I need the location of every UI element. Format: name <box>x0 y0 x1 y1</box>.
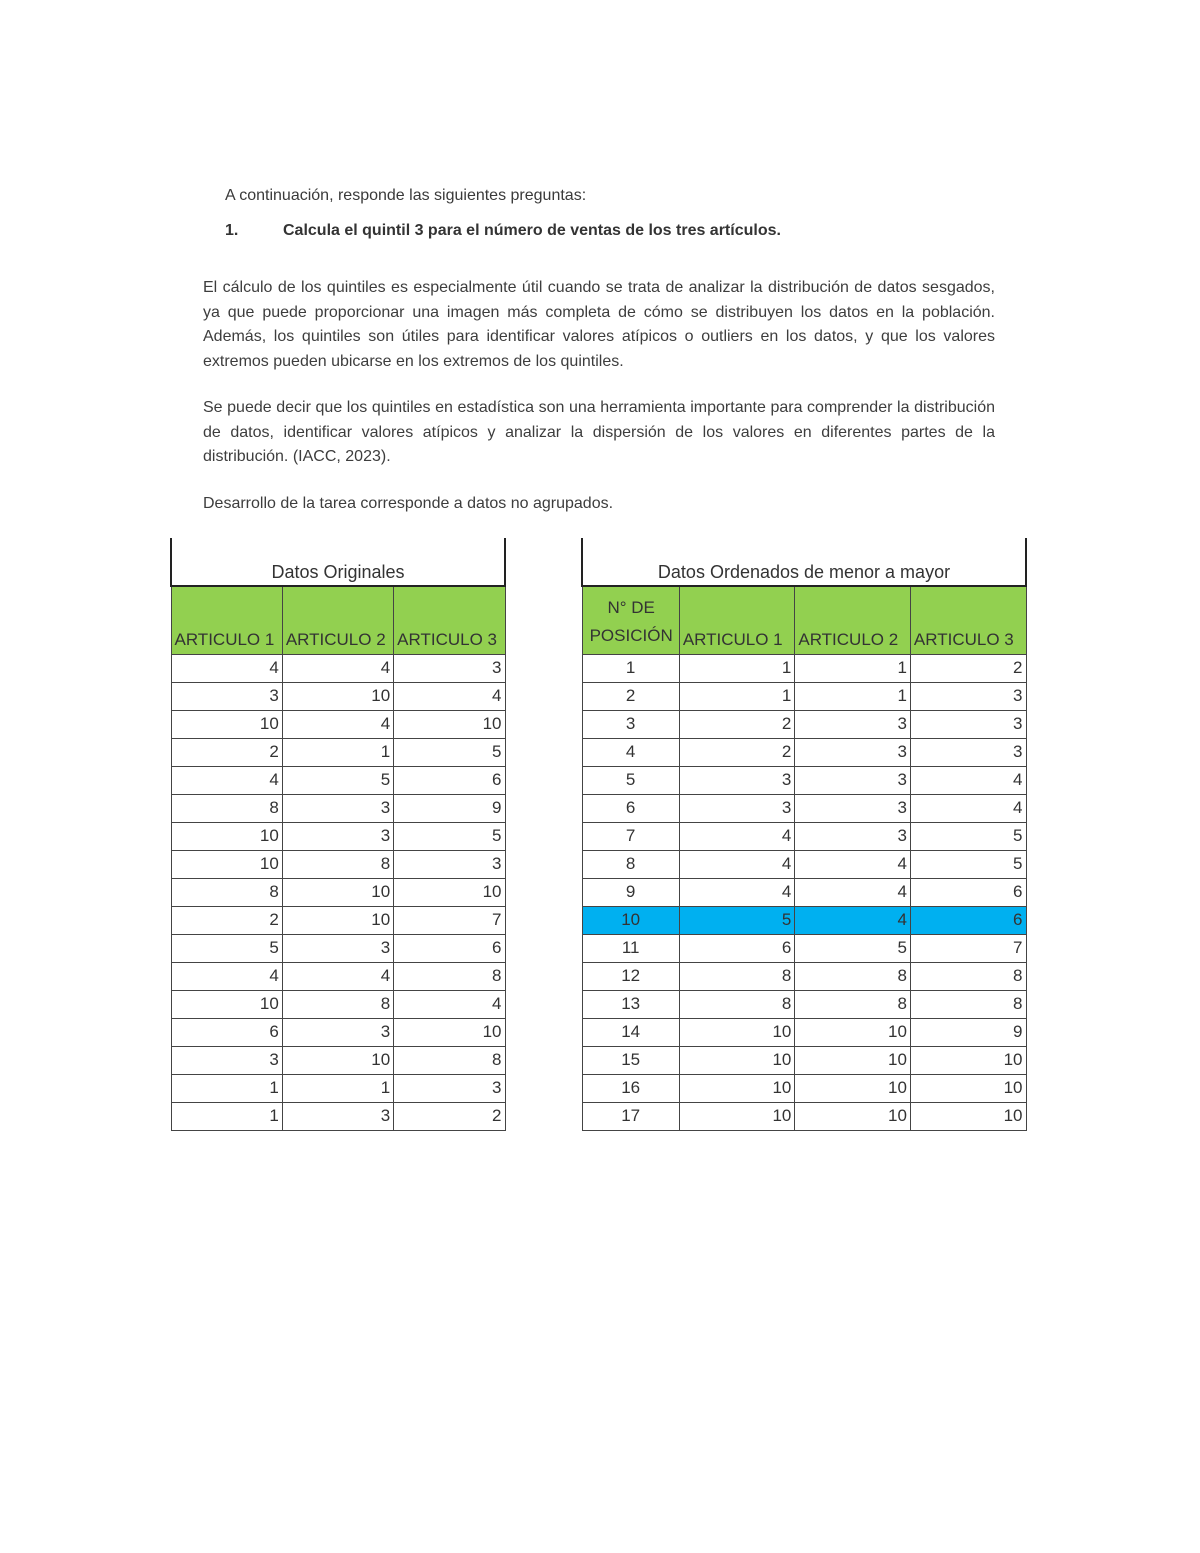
value-cell: 3 <box>795 822 911 850</box>
value-cell: 10 <box>679 1102 795 1130</box>
header-articulo-3: ARTICULO 3 <box>910 586 1026 654</box>
value-cell: 4 <box>679 822 795 850</box>
original-data-table <box>170 538 506 1131</box>
value-cell: 4 <box>795 850 911 878</box>
value-cell: 3 <box>910 738 1026 766</box>
value-cell: 4 <box>795 906 911 934</box>
table-row <box>171 794 505 822</box>
position-cell: 4 <box>582 738 679 766</box>
value-cell: 2 <box>679 738 795 766</box>
value-cell: 4 <box>394 990 505 1018</box>
value-cell: 10 <box>171 710 282 738</box>
value-cell: 5 <box>679 906 795 934</box>
value-cell: 6 <box>910 878 1026 906</box>
header-articulo-1: ARTICULO 1 <box>679 586 795 654</box>
value-cell: 10 <box>795 1102 911 1130</box>
value-cell: 5 <box>394 738 505 766</box>
intro-text: A continuación, responde las siguientes preguntas: <box>225 187 587 204</box>
value-cell: 3 <box>394 850 505 878</box>
value-cell: 5 <box>394 822 505 850</box>
value-cell: 4 <box>795 878 911 906</box>
value-cell: 2 <box>394 1102 505 1130</box>
table-row <box>582 794 1026 822</box>
table-row <box>582 934 1026 962</box>
table-row <box>171 962 505 990</box>
value-cell: 8 <box>795 990 911 1018</box>
position-cell: 8 <box>582 850 679 878</box>
value-cell: 5 <box>282 766 393 794</box>
value-cell: 4 <box>910 766 1026 794</box>
table-row <box>171 878 505 906</box>
table-row <box>171 1018 505 1046</box>
value-cell: 4 <box>282 962 393 990</box>
value-cell: 3 <box>795 766 911 794</box>
value-cell: 3 <box>679 766 795 794</box>
value-cell: 10 <box>282 682 393 710</box>
position-cell: 17 <box>582 1102 679 1130</box>
value-cell: 6 <box>679 934 795 962</box>
value-cell: 10 <box>394 878 505 906</box>
value-cell: 1 <box>282 738 393 766</box>
position-cell: 5 <box>582 766 679 794</box>
value-cell: 10 <box>795 1018 911 1046</box>
value-cell: 4 <box>679 850 795 878</box>
value-cell: 3 <box>171 1046 282 1074</box>
position-cell: 10 <box>582 906 679 934</box>
table-row <box>582 962 1026 990</box>
value-cell: 10 <box>171 850 282 878</box>
value-cell: 8 <box>679 990 795 1018</box>
table-row <box>171 710 505 738</box>
value-cell: 1 <box>679 654 795 682</box>
value-cell: 10 <box>282 878 393 906</box>
value-cell: 10 <box>394 1018 505 1046</box>
position-cell: 15 <box>582 1046 679 1074</box>
value-cell: 5 <box>910 822 1026 850</box>
value-cell: 8 <box>171 878 282 906</box>
value-cell: 8 <box>910 990 1026 1018</box>
value-cell: 3 <box>171 682 282 710</box>
value-cell: 5 <box>171 934 282 962</box>
position-cell: 9 <box>582 878 679 906</box>
value-cell: 3 <box>282 1018 393 1046</box>
value-cell: 6 <box>394 766 505 794</box>
value-cell: 10 <box>282 1046 393 1074</box>
value-cell: 4 <box>282 710 393 738</box>
value-cell: 7 <box>394 906 505 934</box>
value-cell: 4 <box>910 794 1026 822</box>
value-cell: 8 <box>795 962 911 990</box>
table-row <box>582 1074 1026 1102</box>
value-cell: 2 <box>910 654 1026 682</box>
position-cell: 12 <box>582 962 679 990</box>
value-cell: 1 <box>171 1074 282 1102</box>
value-cell: 8 <box>394 1046 505 1074</box>
value-cell: 10 <box>910 1046 1026 1074</box>
value-cell: 3 <box>679 794 795 822</box>
value-cell: 10 <box>679 1046 795 1074</box>
value-cell: 6 <box>394 934 505 962</box>
value-cell: 8 <box>679 962 795 990</box>
value-cell: 1 <box>679 682 795 710</box>
value-cell: 3 <box>282 822 393 850</box>
paragraph-quintiles-summary: Se puede decir que los quintiles en estadística son una herramienta importante para comprender la distribución de datos, identificar valores atípicos y analizar la dispersión de los valores en diferentes partes de la distribución. (IACC, 2023). <box>203 399 995 465</box>
value-cell: 10 <box>394 710 505 738</box>
table-row <box>582 654 1026 682</box>
value-cell: 8 <box>394 962 505 990</box>
value-cell: 8 <box>282 990 393 1018</box>
question-text: Calcula el quintil 3 para el número de ventas de los tres artículos. <box>283 222 781 239</box>
value-cell: 5 <box>910 850 1026 878</box>
table-row <box>582 766 1026 794</box>
table-row <box>171 1102 505 1130</box>
value-cell: 1 <box>795 654 911 682</box>
value-cell: 4 <box>679 878 795 906</box>
table-row <box>582 1018 1026 1046</box>
value-cell: 9 <box>910 1018 1026 1046</box>
value-cell: 3 <box>910 710 1026 738</box>
value-cell: 10 <box>795 1074 911 1102</box>
value-cell: 4 <box>394 682 505 710</box>
table-row <box>171 906 505 934</box>
value-cell: 3 <box>394 1074 505 1102</box>
header-posicion: N° DE POSICIÓN <box>582 586 679 654</box>
value-cell: 10 <box>679 1018 795 1046</box>
value-cell: 3 <box>795 710 911 738</box>
sorted-table-title: Datos Ordenados de menor a mayor <box>582 538 1026 586</box>
value-cell: 2 <box>171 738 282 766</box>
header-articulo-2: ARTICULO 2 <box>795 586 911 654</box>
table-row <box>582 990 1026 1018</box>
table-row <box>582 878 1026 906</box>
table-row <box>582 850 1026 878</box>
value-cell: 10 <box>282 906 393 934</box>
table-row <box>582 682 1026 710</box>
value-cell: 4 <box>171 654 282 682</box>
value-cell: 4 <box>171 766 282 794</box>
table-row <box>171 654 505 682</box>
value-cell: 6 <box>910 906 1026 934</box>
position-cell: 11 <box>582 934 679 962</box>
value-cell: 8 <box>171 794 282 822</box>
table-row <box>171 1074 505 1102</box>
header-articulo-1: ARTICULO 1 <box>171 586 282 654</box>
position-cell: 3 <box>582 710 679 738</box>
table-row <box>582 822 1026 850</box>
table-row <box>171 766 505 794</box>
table-row <box>582 710 1026 738</box>
position-cell: 7 <box>582 822 679 850</box>
value-cell: 3 <box>394 654 505 682</box>
header-articulo-3: ARTICULO 3 <box>394 586 505 654</box>
value-cell: 10 <box>171 822 282 850</box>
value-cell: 4 <box>282 654 393 682</box>
question-1 <box>225 222 781 240</box>
position-cell: 14 <box>582 1018 679 1046</box>
value-cell: 8 <box>910 962 1026 990</box>
value-cell: 1 <box>171 1102 282 1130</box>
value-cell: 2 <box>171 906 282 934</box>
table-row-highlighted <box>582 906 1026 934</box>
table-row <box>171 990 505 1018</box>
table-row <box>171 738 505 766</box>
value-cell: 3 <box>795 794 911 822</box>
value-cell: 3 <box>282 794 393 822</box>
position-cell: 16 <box>582 1074 679 1102</box>
table-row <box>171 934 505 962</box>
table-row <box>171 850 505 878</box>
value-cell: 10 <box>795 1046 911 1074</box>
paragraph-quintiles-usefulness: El cálculo de los quintiles es especialmente útil cuando se trata de analizar la distribución de datos sesgados, ya que puede proporcionar una imagen más completa de cómo se distribuyen los datos en la población. Además, los quintiles son útiles para identificar valores atípicos o outliers en los datos, y que los valores extremos pueden ubicarse en los extremos de los quintiles. <box>203 279 995 370</box>
question-number: 1. <box>225 222 239 239</box>
value-cell: 3 <box>910 682 1026 710</box>
table-row <box>171 822 505 850</box>
position-cell: 1 <box>582 654 679 682</box>
value-cell: 7 <box>910 934 1026 962</box>
original-table-title: Datos Originales <box>171 538 505 586</box>
table-row <box>582 738 1026 766</box>
value-cell: 10 <box>910 1074 1026 1102</box>
value-cell: 3 <box>795 738 911 766</box>
table-row <box>171 1046 505 1074</box>
table-row <box>582 1102 1026 1130</box>
position-cell: 6 <box>582 794 679 822</box>
value-cell: 5 <box>795 934 911 962</box>
value-cell: 3 <box>282 1102 393 1130</box>
value-cell: 10 <box>171 990 282 1018</box>
value-cell: 4 <box>171 962 282 990</box>
value-cell: 1 <box>795 682 911 710</box>
position-cell: 13 <box>582 990 679 1018</box>
value-cell: 10 <box>679 1074 795 1102</box>
value-cell: 9 <box>394 794 505 822</box>
value-cell: 6 <box>171 1018 282 1046</box>
position-cell: 2 <box>582 682 679 710</box>
value-cell: 1 <box>282 1074 393 1102</box>
table-row <box>171 682 505 710</box>
table-row <box>582 1046 1026 1074</box>
value-cell: 3 <box>282 934 393 962</box>
sorted-data-table <box>581 538 1027 1131</box>
header-articulo-2: ARTICULO 2 <box>282 586 393 654</box>
value-cell: 2 <box>679 710 795 738</box>
paragraph-task-note: Desarrollo de la tarea corresponde a datos no agrupados. <box>203 495 614 512</box>
value-cell: 10 <box>910 1102 1026 1130</box>
value-cell: 8 <box>282 850 393 878</box>
